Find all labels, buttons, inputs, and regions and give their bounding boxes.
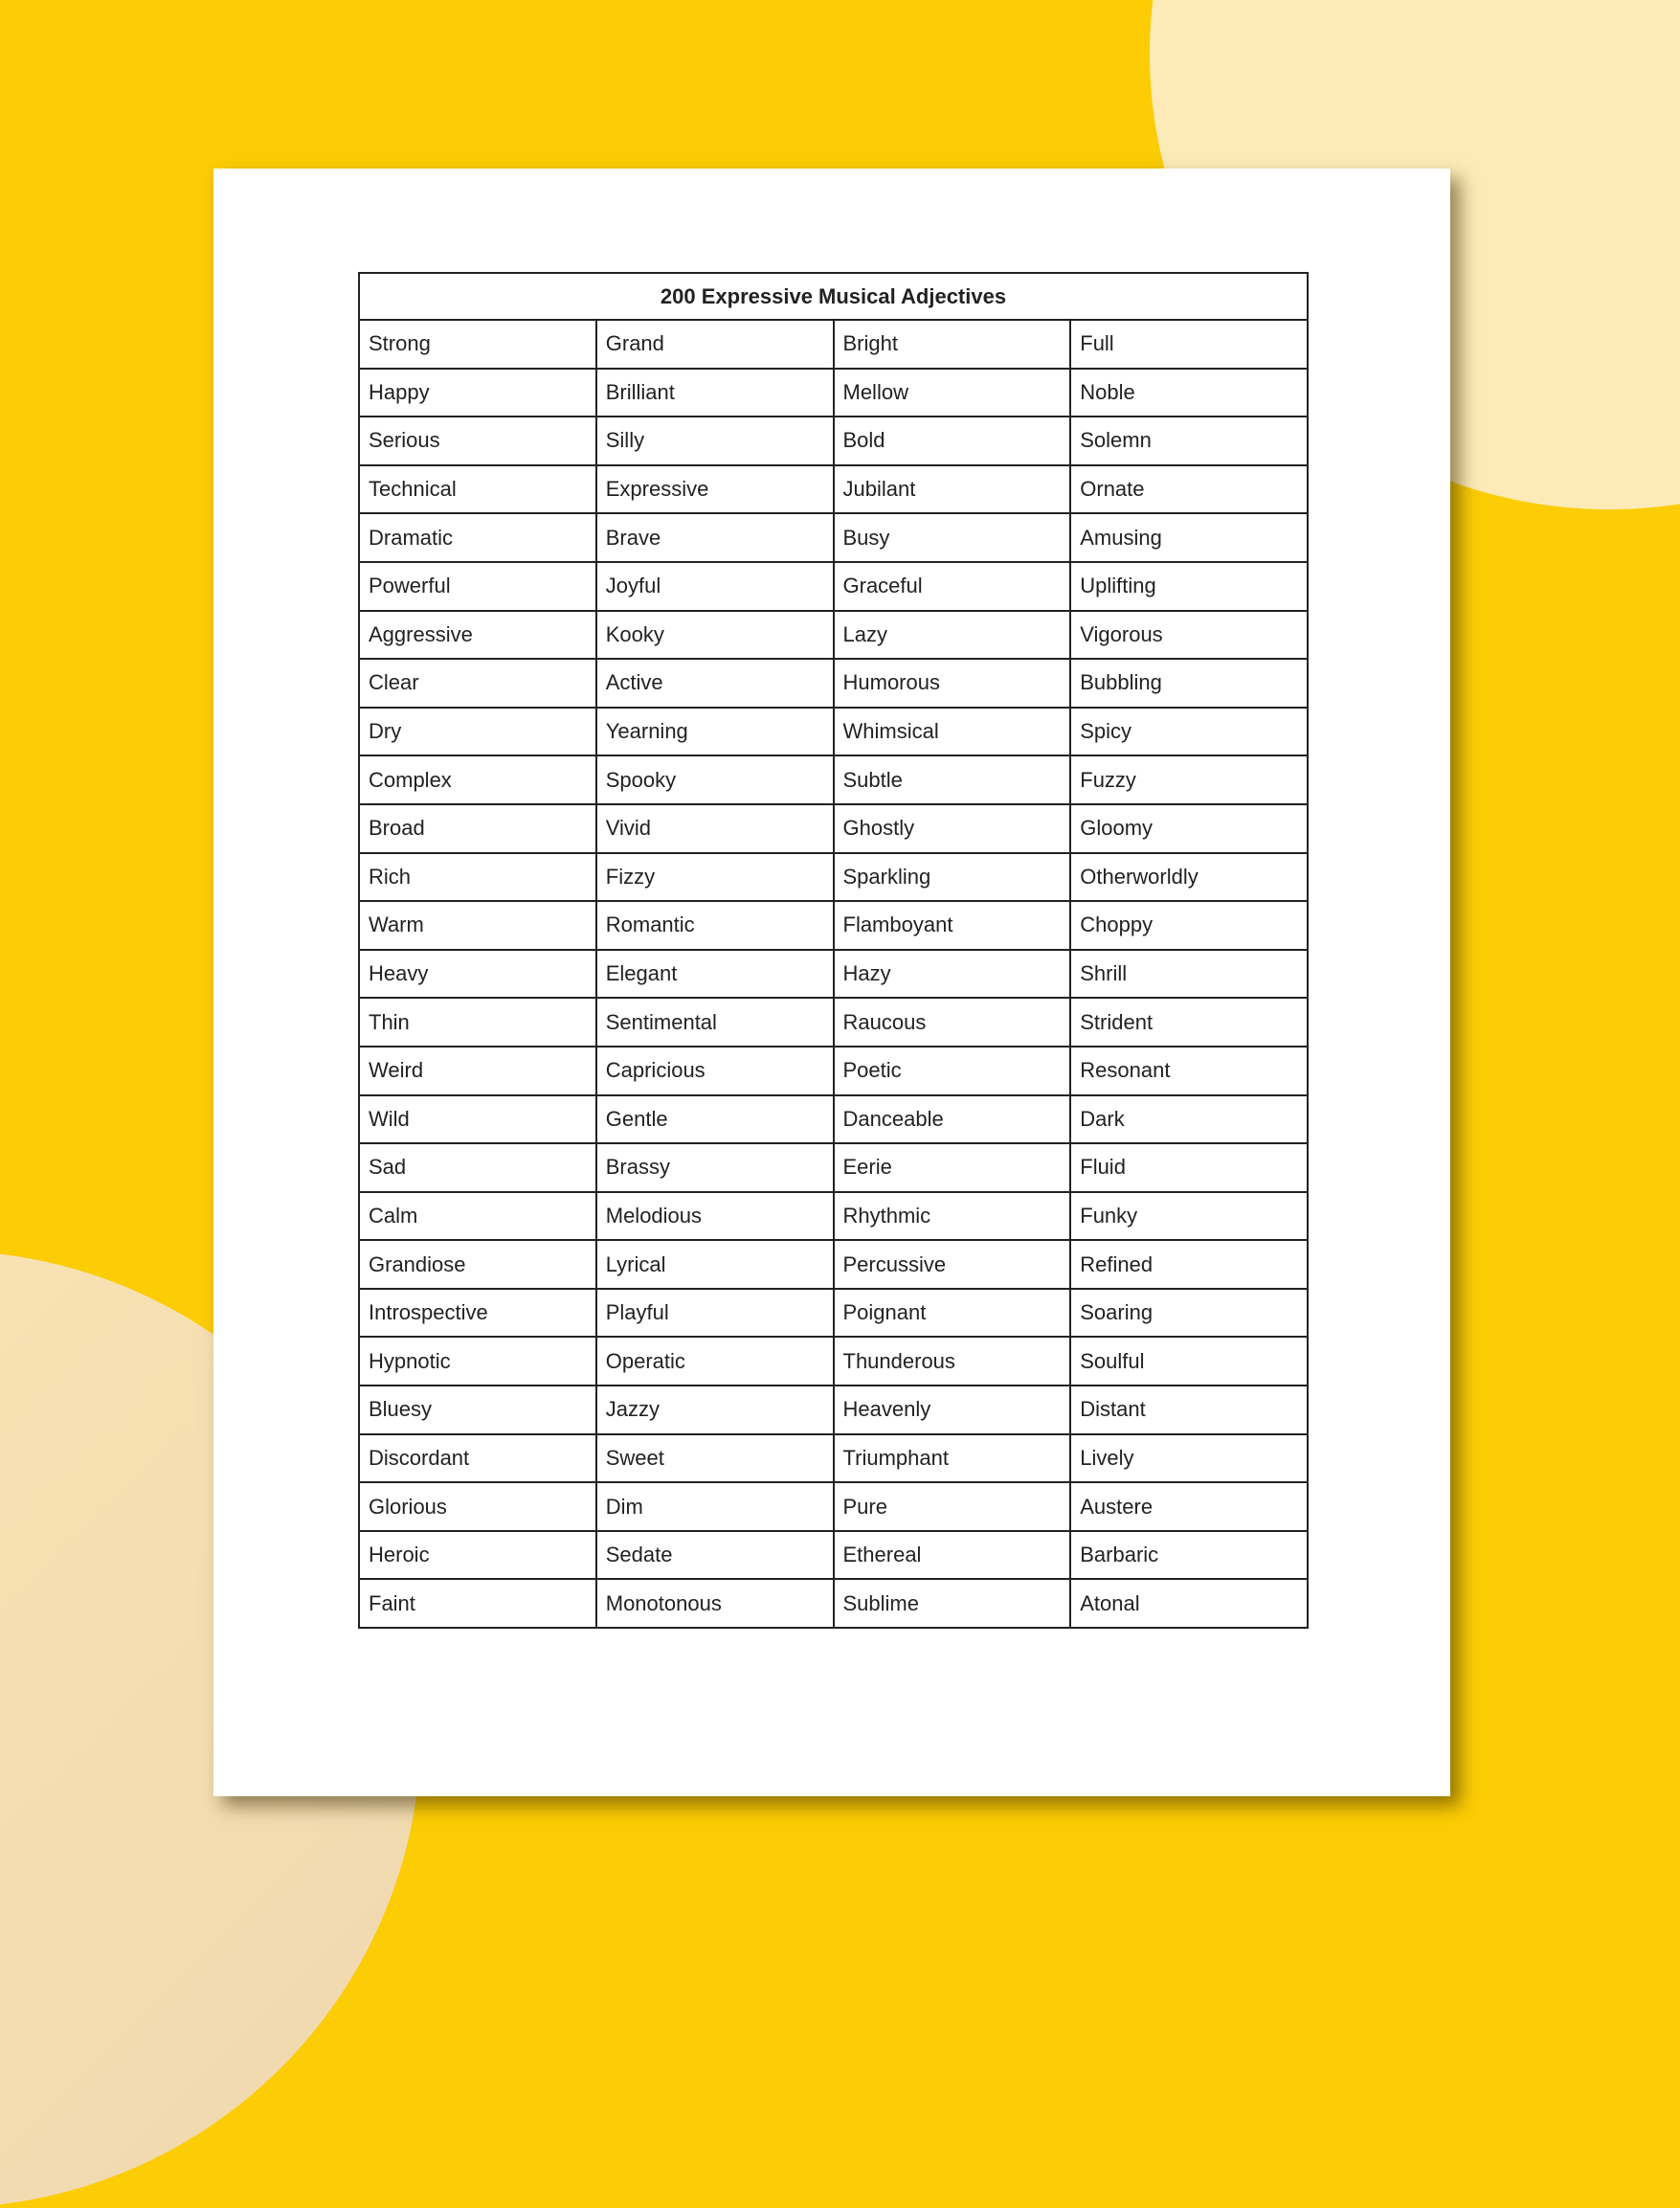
table-cell: Bold [834, 417, 1071, 465]
table-cell: Funky [1070, 1192, 1308, 1241]
table-row [359, 1095, 1308, 1144]
table-cell: Playful [596, 1289, 834, 1338]
table-cell: Triumphant [834, 1434, 1071, 1483]
table-row [359, 659, 1308, 708]
table-cell: Soaring [1070, 1289, 1308, 1338]
table-row [359, 369, 1308, 417]
table-cell: Graceful [834, 562, 1071, 611]
table-cell: Kooky [596, 611, 834, 660]
table-cell: Introspective [359, 1289, 596, 1338]
table-row [359, 950, 1308, 999]
table-cell: Sublime [834, 1579, 1071, 1628]
table-cell: Full [1070, 320, 1308, 369]
table-cell: Poetic [834, 1047, 1071, 1095]
table-cell: Bluesy [359, 1386, 596, 1434]
table-row [359, 1047, 1308, 1095]
table-cell: Heroic [359, 1531, 596, 1580]
table-cell: Choppy [1070, 901, 1308, 950]
table-cell: Heavy [359, 950, 596, 999]
table-cell: Vigorous [1070, 611, 1308, 660]
table-cell: Brilliant [596, 369, 834, 417]
table-cell: Fuzzy [1070, 755, 1308, 804]
table-cell: Grand [596, 320, 834, 369]
table-cell: Brave [596, 513, 834, 562]
table-row [359, 513, 1308, 562]
table-cell: Resonant [1070, 1047, 1308, 1095]
table-cell: Humorous [834, 659, 1071, 708]
table-cell: Dry [359, 708, 596, 756]
table-row [359, 417, 1308, 465]
table-row [359, 562, 1308, 611]
table-cell: Subtle [834, 755, 1071, 804]
table-cell: Percussive [834, 1240, 1071, 1289]
table-row [359, 804, 1308, 853]
table-cell: Poignant [834, 1289, 1071, 1338]
table-cell: Capricious [596, 1047, 834, 1095]
table-cell: Soulful [1070, 1337, 1308, 1386]
table-cell: Gentle [596, 1095, 834, 1144]
table-row [359, 708, 1308, 756]
table-cell: Pure [834, 1482, 1071, 1531]
table-cell: Mellow [834, 369, 1071, 417]
table-cell: Discordant [359, 1434, 596, 1483]
table-cell: Lazy [834, 611, 1071, 660]
table-row [359, 853, 1308, 902]
document-page [213, 169, 1450, 1796]
table-cell: Romantic [596, 901, 834, 950]
table-cell: Jubilant [834, 465, 1071, 514]
table-cell: Powerful [359, 562, 596, 611]
table-cell: Sparkling [834, 853, 1071, 902]
table-cell: Technical [359, 465, 596, 514]
table-cell: Glorious [359, 1482, 596, 1531]
table-cell: Fizzy [596, 853, 834, 902]
table-cell: Hazy [834, 950, 1071, 999]
table-body [359, 320, 1308, 1628]
table-cell: Clear [359, 659, 596, 708]
table-cell: Bright [834, 320, 1071, 369]
table-cell: Uplifting [1070, 562, 1308, 611]
table-cell: Ethereal [834, 1531, 1071, 1580]
table-row [359, 901, 1308, 950]
table-cell: Broad [359, 804, 596, 853]
table-row [359, 1143, 1308, 1192]
table-cell: Rhythmic [834, 1192, 1071, 1241]
table-cell: Strong [359, 320, 596, 369]
table-cell: Lyrical [596, 1240, 834, 1289]
table-cell: Thin [359, 998, 596, 1047]
table-cell: Yearning [596, 708, 834, 756]
table-cell: Sentimental [596, 998, 834, 1047]
table-cell: Monotonous [596, 1579, 834, 1628]
table-cell: Rich [359, 853, 596, 902]
table-cell: Sedate [596, 1531, 834, 1580]
table-cell: Lively [1070, 1434, 1308, 1483]
table-cell: Grandiose [359, 1240, 596, 1289]
table-row [359, 755, 1308, 804]
table-cell: Ghostly [834, 804, 1071, 853]
table-row [359, 611, 1308, 660]
table-cell: Dim [596, 1482, 834, 1531]
table-cell: Calm [359, 1192, 596, 1241]
table-row [359, 1337, 1308, 1386]
table-cell: Complex [359, 755, 596, 804]
table-cell: Distant [1070, 1386, 1308, 1434]
table-row [359, 1531, 1308, 1580]
table-cell: Joyful [596, 562, 834, 611]
table-cell: Amusing [1070, 513, 1308, 562]
table-cell: Expressive [596, 465, 834, 514]
table-cell: Elegant [596, 950, 834, 999]
table-cell: Brassy [596, 1143, 834, 1192]
table-cell: Shrill [1070, 950, 1308, 999]
table-cell: Atonal [1070, 1579, 1308, 1628]
table-cell: Spicy [1070, 708, 1308, 756]
table-cell: Raucous [834, 998, 1071, 1047]
table-row [359, 1434, 1308, 1483]
table-cell: Faint [359, 1579, 596, 1628]
table-cell: Melodious [596, 1192, 834, 1241]
table-cell: Operatic [596, 1337, 834, 1386]
table-cell: Busy [834, 513, 1071, 562]
table-cell: Dark [1070, 1095, 1308, 1144]
table-cell: Warm [359, 901, 596, 950]
table-cell: Bubbling [1070, 659, 1308, 708]
table-cell: Wild [359, 1095, 596, 1144]
table-cell: Austere [1070, 1482, 1308, 1531]
table-cell: Ornate [1070, 465, 1308, 514]
table-cell: Sad [359, 1143, 596, 1192]
table-cell: Eerie [834, 1143, 1071, 1192]
table-row [359, 998, 1308, 1047]
table-cell: Silly [596, 417, 834, 465]
table-cell: Heavenly [834, 1386, 1071, 1434]
table-cell: Sweet [596, 1434, 834, 1483]
table-cell: Vivid [596, 804, 834, 853]
table-row [359, 1289, 1308, 1338]
table-row [359, 1240, 1308, 1289]
table-row [359, 1386, 1308, 1434]
table-cell: Noble [1070, 369, 1308, 417]
table-cell: Otherworldly [1070, 853, 1308, 902]
table-cell: Active [596, 659, 834, 708]
table-row [359, 320, 1308, 369]
table-cell: Danceable [834, 1095, 1071, 1144]
table-cell: Barbaric [1070, 1531, 1308, 1580]
table-row [359, 1192, 1308, 1241]
adjectives-table [358, 272, 1309, 1629]
table-cell: Dramatic [359, 513, 596, 562]
table-row [359, 1579, 1308, 1628]
table-cell: Happy [359, 369, 596, 417]
table-cell: Strident [1070, 998, 1308, 1047]
table-cell: Flamboyant [834, 901, 1071, 950]
table-cell: Hypnotic [359, 1337, 596, 1386]
table-cell: Weird [359, 1047, 596, 1095]
table-title-row [359, 273, 1308, 320]
table-cell: Gloomy [1070, 804, 1308, 853]
table-cell: Thunderous [834, 1337, 1071, 1386]
table-cell: Fluid [1070, 1143, 1308, 1192]
table-cell: Whimsical [834, 708, 1071, 756]
table-row [359, 465, 1308, 514]
table-row [359, 1482, 1308, 1531]
table-cell: Aggressive [359, 611, 596, 660]
table-cell: Solemn [1070, 417, 1308, 465]
table-cell: Refined [1070, 1240, 1308, 1289]
table-cell: Serious [359, 417, 596, 465]
table-cell: Spooky [596, 755, 834, 804]
table-cell: Jazzy [596, 1386, 834, 1434]
table-title: 200 Expressive Musical Adjectives [359, 273, 1308, 320]
